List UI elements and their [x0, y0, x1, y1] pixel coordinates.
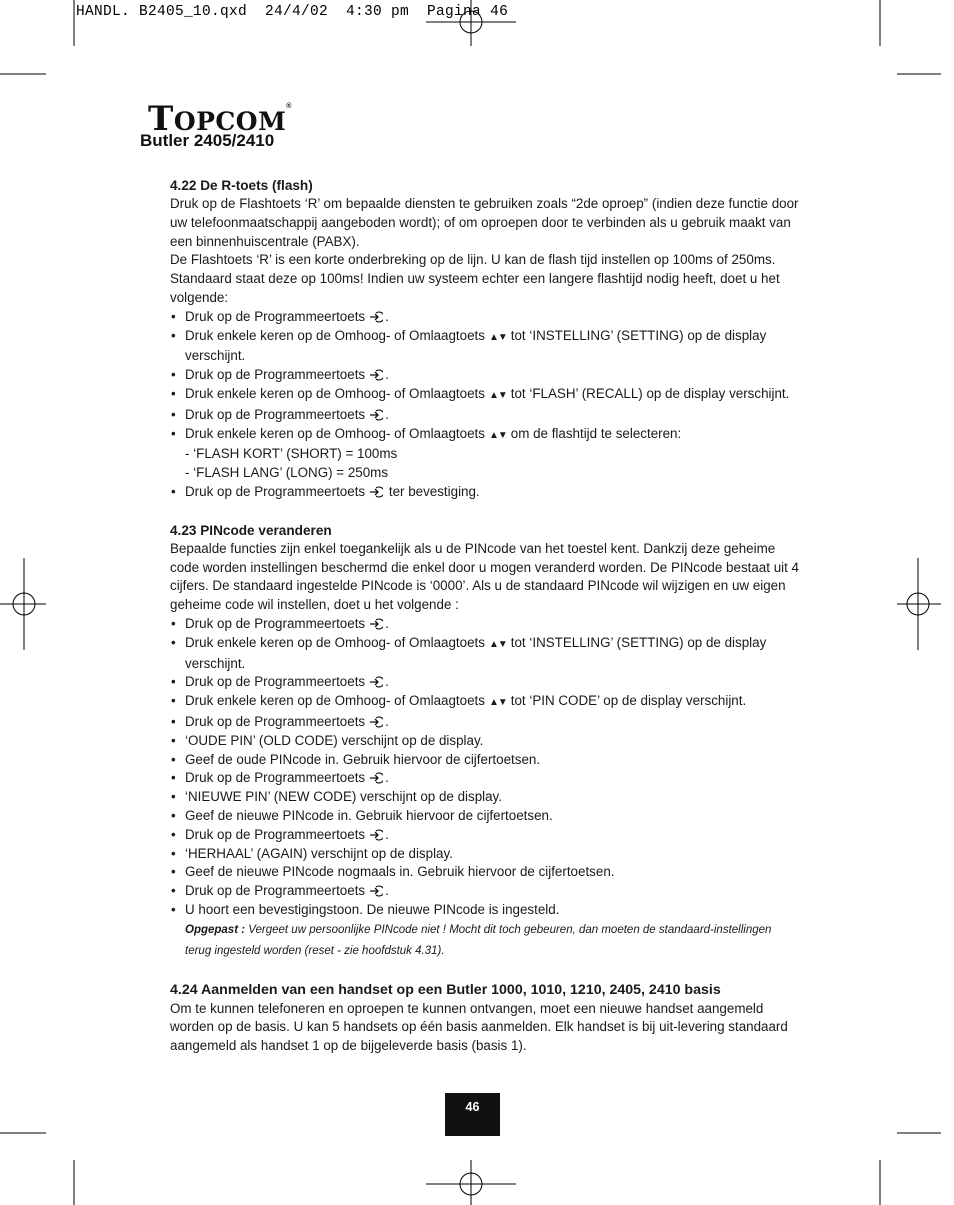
- logo-initial: T: [148, 99, 174, 139]
- program-key-icon: [369, 369, 383, 381]
- list-item: • Druk enkele keren op de Omhoog- of Omlaagtoets ▲▼ tot ‘INSTELLING’ (SETTING) op de display verschijnt.: [170, 327, 800, 367]
- program-key-icon: [369, 618, 383, 630]
- program-key-icon: [369, 716, 383, 728]
- list-item: • Druk op de Programmeertoets .: [170, 406, 800, 425]
- list-item: • Druk op de Programmeertoets .: [170, 673, 800, 692]
- program-key-icon: [369, 676, 383, 688]
- section-4-23-steps: [170, 615, 800, 920]
- list-item: • Geef de nieuwe PINcode nogmaals in. Gebruik hiervoor de cijfertoetsen.: [170, 863, 800, 882]
- registered-mark: ®: [286, 103, 292, 110]
- model-title: Butler 2405/2410: [140, 131, 275, 150]
- page-number: 46: [445, 1093, 500, 1136]
- list-item: • Druk op de Programmeertoets .: [170, 308, 800, 327]
- list-item: • ‘OUDE PIN’ (OLD CODE) verschijnt op de display.: [170, 732, 800, 751]
- note-label: Opgepast :: [185, 923, 246, 936]
- list-item: • Druk enkele keren op de Omhoog- of Omlaagtoets ▲▼ om de flashtijd te selecteren:: [170, 425, 800, 446]
- file-slug: HANDL. B2405_10.qxd 24/4/02 4:30 pm Pagina 46: [76, 4, 509, 20]
- program-key-icon: [369, 409, 383, 421]
- program-key-icon: [369, 885, 383, 897]
- list-item: • Druk op de Programmeertoets .: [170, 366, 800, 385]
- note-text: Vergeet uw persoonlijke PINcode niet ! Mocht dit toch gebeuren, dan moeten de standaard-instellingen terug ingesteld worden (reset - zie hoofdstuk 4.31).: [185, 923, 772, 957]
- page-content: [170, 176, 800, 1056]
- section-4-22-title: 4.22 De R-toets (flash): [170, 178, 313, 193]
- warning-note: [170, 920, 800, 962]
- list-item: • Druk op de Programmeertoets ter bevestiging.: [170, 483, 800, 502]
- list-item: • ‘HERHAAL’ (AGAIN) verschijnt op de display.: [170, 845, 800, 864]
- up-down-arrows-icon: ▲▼: [488, 697, 507, 709]
- program-key-icon: [369, 486, 383, 498]
- program-key-icon: [369, 311, 383, 323]
- section-4-24-body: Om te kunnen telefoneren en oproepen te kunnen ontvangen, moet een nieuwe handset aangemeld worden op de basis. U kan 5 handsets op één basis aanmelden. Elk handset is bij uit-levering standaard aangemeld als handset 1 op de bijgeleverde basis (basis 1).: [170, 1000, 788, 1054]
- up-down-arrows-icon: ▲▼: [488, 331, 507, 343]
- logo-rest: OPCOM: [173, 107, 287, 136]
- section-4-23-title: 4.23 PINcode veranderen: [170, 522, 332, 538]
- program-key-icon: [369, 829, 383, 841]
- list-item: • Druk op de Programmeertoets .: [170, 826, 800, 845]
- section-4-22-body: De Flashtoets ‘R’ is een korte onderbreking op de lijn. U kan de flash tijd instellen op 100ms of 250ms. Standaard staat deze op 100ms! Indien uw systeem echter een langere flashtijd nodig heeft, doet u het volgende:: [170, 252, 780, 305]
- up-down-arrows-icon: ▲▼: [488, 389, 507, 401]
- list-item: • Druk op de Programmeertoets .: [170, 713, 800, 732]
- list-item: • ‘NIEUWE PIN’ (NEW CODE) verschijnt op de display.: [170, 788, 800, 807]
- list-item: • Druk enkele keren op de Omhoog- of Omlaagtoets ▲▼ tot ‘PIN CODE’ op de display verschijnt.: [170, 692, 800, 713]
- section-4-24-title: 4.24 Aanmelden van een handset op een Butler 1000, 1010, 1210, 2405, 2410 basis: [170, 981, 721, 998]
- section-4-22-steps: [170, 308, 800, 502]
- list-item: • Druk op de Programmeertoets .: [170, 769, 800, 788]
- up-down-arrows-icon: ▲▼: [488, 638, 507, 650]
- list-sub-item: - ‘FLASH KORT’ (SHORT) = 100ms: [185, 446, 398, 462]
- list-item: • Druk enkele keren op de Omhoog- of Omlaagtoets ▲▼ tot ‘INSTELLING’ (SETTING) op de display verschijnt.: [170, 634, 800, 674]
- program-key-icon: [369, 772, 383, 784]
- list-item: • Druk enkele keren op de Omhoog- of Omlaagtoets ▲▼ tot ‘FLASH’ (RECALL) op de display verschijnt.: [170, 385, 800, 406]
- list-item: • U hoort een bevestigingstoon. De nieuwe PINcode is ingesteld.: [170, 901, 800, 920]
- list-item: • Druk op de Programmeertoets .: [170, 615, 800, 634]
- list-item: • Geef de nieuwe PINcode in. Gebruik hiervoor de cijfertoetsen.: [170, 807, 800, 826]
- list-item: • Druk op de Programmeertoets .: [170, 882, 800, 901]
- section-4-22-intro: Druk op de Flashtoets ‘R’ om bepaalde diensten te gebruiken zoals “2de oproep” (indien deze functie door uw telefoonmaatschappij aangeboden wordt); of om oproepen door te verbinden als u gebruik maakt van een binnenhuiscentrale (PABX).: [170, 196, 799, 249]
- up-down-arrows-icon: ▲▼: [488, 429, 507, 441]
- list-item: • Geef de oude PINcode in. Gebruik hiervoor de cijfertoetsen.: [170, 751, 800, 770]
- list-sub-item: - ‘FLASH LANG’ (LONG) = 250ms: [185, 465, 389, 481]
- section-4-23-intro: Bepaalde functies zijn enkel toegankelijk als u de PINcode van het toestel kent. Dankzij deze geheime code worden instellingen beschermd die enkel door u mogen veranderd worden. De PINcode bestaat uit 4 cijfers. De standaard ingestelde PINcode is ‘0000’. Als u de standaard PINcode wil wijzigen en uw eigen geheime code wil instellen, doet u het volgende :: [170, 540, 800, 613]
